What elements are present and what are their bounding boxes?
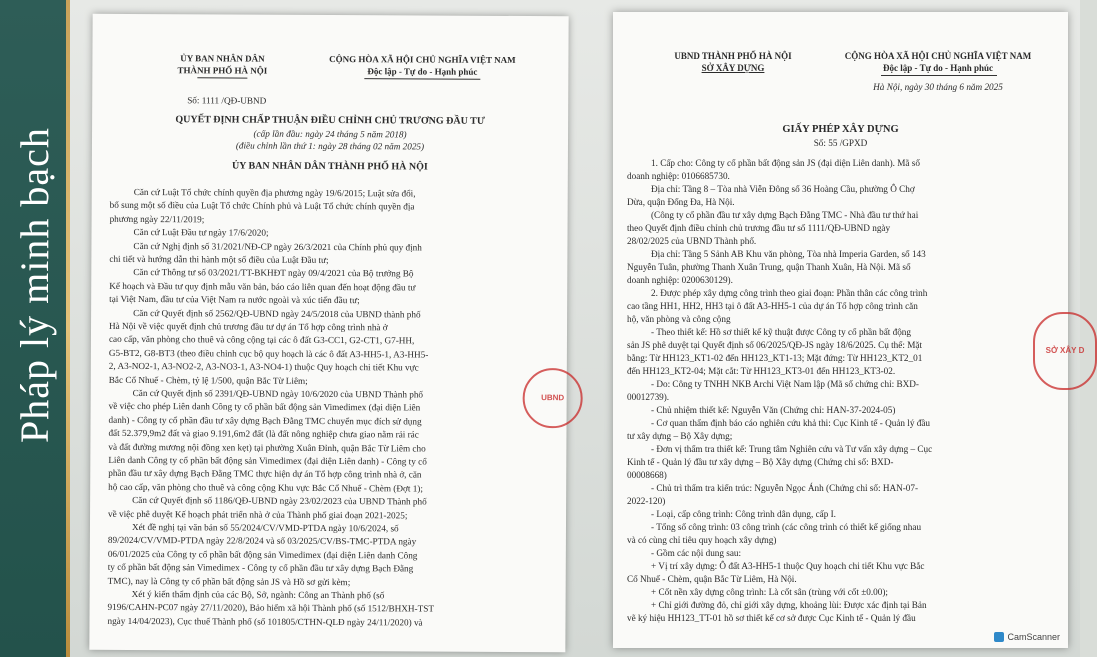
text-line: bổ sung một số điều của Luật Tổ chức Chính phủ và Luật Tổ chức chính quyền địa: [109, 200, 415, 212]
text-line: sản JS phê duyệt tại Quyết định số 06/2025/QĐ-JS ngày 18/6/2025. Cụ thể: Mặt: [627, 340, 923, 350]
text-line: 9196/CAHN-PC07 ngày 27/11/2020), Bảo hiểm xã hội Thành phố (số 1512/BHXH-TST: [107, 602, 434, 614]
left-country-line1: CỘNG HÒA XÃ HỘI CHỦ NGHĨA VIỆT NAM: [329, 53, 516, 65]
text-line: 00008668): [627, 470, 667, 480]
sidebar-banner: [0, 0, 70, 657]
left-agency-line1: ỦY BAN NHÂN DÂN: [180, 53, 265, 64]
text-line: Căn cứ Quyết định số 2562/QĐ-UBND ngày 24/5/2018 của UBND thành phố: [133, 307, 421, 320]
right-red-stamp: SỞ XÂY D: [1033, 312, 1097, 390]
text-line: - Gồm các nội dung sau:: [651, 548, 742, 558]
text-line: - Loại, cấp công trình: Công trình dân dụng, cấp I.: [651, 509, 836, 519]
text-line: + Chỉ giới đường đỏ, chỉ giới xây dựng, khoảng lùi: Được xác định tại Bản: [651, 600, 927, 610]
text-line: ty cổ phần bất động sản Vimedimex - Công ty cổ phần đầu tư xây dựng Bạch Đằng: [107, 562, 414, 574]
text-line: (Công ty cổ phần đầu tư xây dựng Bạch Đằng TMC - Nhà đầu tư thứ hai: [651, 210, 919, 220]
text-line: G5-BT2, G8-BT3 (theo điều chỉnh cục bộ quy hoạch là các ô đất A3-HH5-1, A3-HH5-: [108, 347, 429, 360]
text-line: 89/2024/CV/VMD-PTDA ngày 22/8/2024 và số 03/2025/CV/BS-TMC-PTDA ngày: [107, 535, 417, 547]
left-country-underline: [364, 78, 480, 80]
right-country-line2: Độc lập - Tự do - Hạnh phúc: [882, 63, 993, 73]
left-country-line2: Độc lập - Tự do - Hạnh phúc: [367, 66, 478, 77]
text-line: về việc cho phép Liên danh Công ty cổ phần bất động sản Vimedimex (đại diện Liên: [108, 401, 421, 413]
text-line: + Cốt nền xây dựng công trình: Là cốt sân (trùng với cốt ±0.00);: [651, 587, 888, 597]
text-line: - Theo thiết kế: Hồ sơ thiết kế kỹ thuật được Công ty cổ phần bất động: [651, 327, 911, 337]
left-subtitle-1: (cấp lần đầu: ngày 24 tháng 5 năm 2018): [253, 128, 407, 140]
text-line: 2. Được phép xây dựng công trình theo giai đoạn: Phần thân các công trình: [651, 288, 928, 298]
text-line: Nguyễn Tuân, phường Thanh Xuân Trung, quận Thanh Xuân, Hà Nội. Mã số: [627, 262, 911, 272]
text-line: Cổ Nhuế - Chèm, quận Bắc Từ Liêm, Hà Nội.: [627, 574, 797, 584]
text-line: - Đơn vị thẩm tra thiết kế: Trung tâm Nghiên cứu và Tư vấn xây dựng – Cục: [651, 444, 933, 454]
text-line: 28/02/2025 của UBND Thành phố.: [627, 236, 757, 246]
right-country-line1: CỘNG HÒA XÃ HỘI CHỦ NGHĨA VIỆT NAM: [844, 51, 1032, 61]
text-line: - Cơ quan thẩm định báo cáo nghiên cứu khả thi: Cục Kinh tế - Quản lý đầu: [651, 418, 931, 428]
text-line: theo Quyết định điều chỉnh chủ trương đầu tư số 1111/QĐ-UBND ngày: [627, 223, 891, 233]
text-line: vẽ ký hiệu HH123_TT-01 hồ sơ thiết kế cơ sở được Cục Kinh tế - Quản lý đầu: [627, 613, 916, 623]
text-line: tư xây dựng – Bộ Xây dựng;: [627, 431, 733, 441]
text-line: 06/01/2025 của Công ty cổ phần bất động sản Vimedimex (đại diện Liên danh Công: [107, 548, 418, 561]
decision-document: [89, 14, 568, 652]
text-line: Liên danh Công ty cổ phần bất động sản Vimedimex (đại diện Liên danh) - Công ty cổ: [108, 454, 427, 467]
text-line: cao cấp, văn phòng cho thuê và công cộng tại các ô đất G3-CC1, G2-CT1, G7-HH,: [108, 334, 415, 346]
left-red-stamp: UBND: [523, 368, 583, 428]
text-line: tại Việt Nam, đầu tư của Việt Nam ra nước ngoài và xúc tiến đầu tư;: [109, 294, 360, 306]
text-line: Kinh tế - Quản lý đầu tư xây dựng – Bộ Xây dựng (Chứng chỉ số: BXD-: [627, 457, 894, 467]
text-line: Bắc Cổ Nhuế - Chèm, tỷ lệ 1/500, quận Bắc Từ Liêm;: [108, 374, 308, 386]
building-permit-document: [613, 12, 1085, 648]
text-line: Căn cứ Quyết định số 1186/QĐ-UBND ngày 23/02/2023 của UBND Thành phố: [132, 495, 427, 507]
text-line: phương ngày 22/11/2019;: [109, 213, 205, 225]
text-line: doanh nghiệp: 0106685730.: [627, 171, 730, 181]
text-line: ngày 14/04/2023), Cục thuế Thành phố (số 101805/CTHN-QLĐ ngày 24/11/2020) và: [107, 615, 423, 628]
camscanner-icon: [994, 632, 1004, 642]
text-line: 1. Cấp cho: Công ty cổ phần bất động sản JS (đại diện Liên danh). Mã số: [651, 158, 920, 168]
text-line: Xét đề nghị tại văn bản số 55/2024/CV/VMD-PTDA ngày 10/6/2024, số: [131, 521, 399, 534]
text-line: hộ, văn phòng và công cộng: [627, 314, 731, 324]
text-line: bằng: Từ HH123_KT1-02 đến HH123_KT1-13; Mặt đứng: Từ HH123_KT2_01: [627, 353, 923, 363]
text-line: - Do: Công ty TNHH NKB Archi Việt Nam lập (Mã số chứng chỉ: BXD-: [651, 379, 919, 389]
text-line: Căn cứ Nghị định số 31/2021/NĐ-CP ngày 26/3/2021 của Chính phủ quy định: [133, 240, 422, 253]
left-body-title: ỦY BAN NHÂN DÂN THÀNH PHỐ HÀ NỘI: [231, 160, 428, 173]
right-agency-line1: UBND THÀNH PHỐ HÀ NỘI: [674, 51, 792, 61]
right-date: Hà Nội, ngày 30 tháng 6 năm 2025: [873, 82, 1003, 92]
text-line: hộ cao cấp, văn phòng cho thuê và công cộng Khu vực Bắc Cổ Nhuế - Chèm (Đợt 1);: [108, 481, 423, 494]
text-line: Xét ý kiến thẩm định của các Bộ, Sở, ngành: Công an Thành phố (số: [131, 588, 385, 601]
left-agency-line2: THÀNH PHỐ HÀ NỘI: [177, 65, 268, 76]
text-line: và có cùng chỉ tiêu quy hoạch xây dựng): [627, 535, 777, 545]
text-line: về việc phê duyệt Kế hoạch phát triển nhà ở của Thành phố giai đoạn 2021-2025;: [108, 508, 408, 521]
left-subtitle-2: (điều chỉnh lần thứ 1: ngày 28 tháng 02 năm 2025): [235, 140, 425, 152]
sidebar-gold-stripe: [66, 0, 70, 657]
text-line: doanh nghiệp: 0200630129).: [627, 275, 733, 285]
text-line: Căn cứ Thông tư số 03/2021/TT-BKHĐT ngày 09/4/2021 của Bộ trưởng Bộ: [133, 267, 414, 279]
text-line: Căn cứ Quyết định số 2391/QĐ-UBND ngày 10/6/2020 của UBND Thành phố: [132, 387, 424, 400]
text-line: Địa chỉ: Tầng 8 – Tòa nhà Viễn Đông số 36 Hoàng Cầu, phường Ô Chợ: [651, 184, 915, 194]
text-line: - Chủ nhiệm thiết kế: Nguyễn Văn (Chứng chỉ: HAN-37-2024-05): [651, 405, 896, 415]
right-agency-line2: SỞ XÂY DỰNG: [701, 63, 765, 73]
text-line: Kế hoạch và Đầu tư quy định mẫu văn bản, báo cáo liên quan đến hoạt động đầu tư: [109, 280, 416, 293]
text-line: và đất đường mương nội đồng xen kẹt) tại phường Xuân Đỉnh, quận Bắc Từ Liêm cho: [108, 441, 426, 454]
text-line: + Vị trí xây dựng: Ô đất A3-HH5-1 thuộc Quy hoạch chi tiết Khu vực Bắc: [651, 561, 925, 571]
text-line: 2022-120): [627, 496, 666, 506]
camscanner-label: CamScanner: [1007, 632, 1060, 642]
text-line: chi tiết và hướng dẫn thi hành một số điều của Luật Đầu tư;: [109, 253, 329, 265]
text-line: 00012739).: [627, 392, 670, 402]
text-line: - Tổng số công trình: 03 công trình (các công trình có thiết kế giống nhau: [651, 522, 922, 532]
text-line: Căn cứ Luật Đầu tư ngày 17/6/2020;: [133, 227, 269, 238]
text-line: phần đầu tư xây dựng Bạch Đằng TMC thực hiện dự án Tổ hợp công trình nhà ở, căn: [108, 468, 422, 480]
text-line: đất 52.379,9m2 đất và giao 9.191,6m2 đất (là đất nông nghiệp chưa giao nằm rải rác: [108, 428, 419, 440]
text-line: TMC), nay là Công ty cổ phần bất động sản JS và Hồ sơ gửi kèm;: [107, 575, 351, 587]
right-number: Số: 55 /GPXD: [813, 138, 868, 148]
left-title: QUYẾT ĐỊNH CHẤP THUẬN ĐIỀU CHỈNH CHỦ TRƯƠNG ĐẦU TƯ: [175, 114, 485, 127]
sidebar-title: Pháp lý minh bạch: [12, 127, 57, 443]
camscanner-watermark: [994, 632, 1060, 642]
left-number: Số: 1111 /QĐ-UBND: [187, 95, 267, 106]
text-line: 2, A3-NO2-1, A3-NO2-2, A3-NO3-1, A3-NO4-1) thuộc Quy hoạch chi tiết Khu vực: [108, 361, 419, 373]
left-agency-underline: [197, 77, 247, 78]
text-line: - Chủ trì thẩm tra kiến trúc: Nguyễn Ngọc Ánh (Chứng chỉ số: HAN-07-: [651, 483, 919, 493]
text-line: danh) - Công ty cổ phần đầu tư xây dựng Bạch Đằng TMC chuyển mục đích sử dụng: [108, 414, 422, 427]
right-country-underline: [881, 75, 997, 76]
text-line: đến HH123_KT2-04; Mặt cắt: Từ HH123_KT3-01 đến HH123_KT3-02.: [627, 366, 896, 376]
text-line: cao tầng HH1, HH2, HH3 tại ô đất A3-HH5-1 của dự án Tổ hợp công trình căn: [627, 301, 918, 311]
text-line: Địa chỉ: Tầng 5 Sảnh AB Khu văn phòng, Tòa nhà Imperia Garden, số 143: [651, 249, 926, 259]
right-title: GIẤY PHÉP XÂY DỰNG: [782, 124, 899, 135]
text-line: Hà Nội về việc quyết định chủ trương đầu tư dự án Tổ hợp công trình nhà ở: [109, 320, 388, 333]
text-line: Căn cứ Luật Tổ chức chính quyền địa phương ngày 19/6/2015; Luật sửa đổi,: [133, 186, 416, 199]
text-line: Dừa, quận Đống Đa, Hà Nội.: [627, 197, 735, 207]
